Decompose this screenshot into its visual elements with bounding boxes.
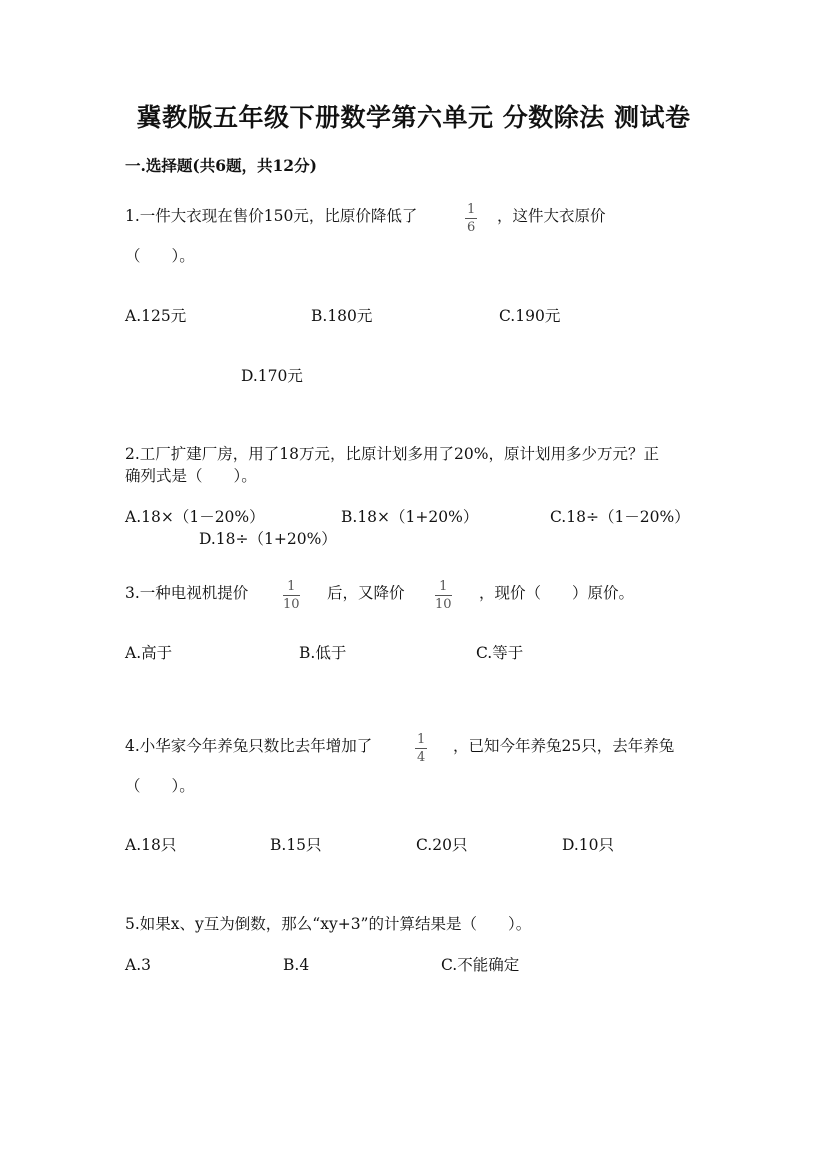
question-3-option-c[interactable]: C.等于 [476, 644, 524, 662]
fraction-denominator: 10 [435, 597, 452, 612]
question-3-stem: 3.一种电视机提价 [125, 584, 249, 602]
question-2-option-d[interactable]: D.18÷（1+20%） [199, 530, 337, 548]
question-4-option-c[interactable]: C.20只 [416, 836, 468, 854]
question-2-option-a[interactable]: A.18×（1－20%） [125, 508, 265, 526]
fraction-denominator: 6 [467, 220, 476, 235]
question-4-answer-blank: （ ）。 [125, 777, 195, 795]
question-3-fraction-1 [283, 580, 300, 611]
question-1-option-c[interactable]: C.190元 [499, 307, 561, 325]
question-4-option-a[interactable]: A.18只 [125, 836, 177, 854]
fraction-numerator: 1 [467, 202, 476, 217]
question-1-stem-continued: ，这件大衣原价 [497, 207, 606, 225]
question-4-option-d[interactable]: D.10只 [562, 836, 615, 854]
question-4-stem: 4.小华家今年养兔只数比去年增加了 [125, 737, 373, 755]
fraction-denominator: 10 [283, 597, 300, 612]
page-title: 冀教版五年级下册数学第六单元 分数除法 测试卷 [136, 103, 691, 132]
question-5-option-a[interactable]: A.3 [125, 956, 151, 974]
question-4-fraction [415, 733, 427, 764]
fraction-numerator: 1 [287, 579, 296, 594]
question-3-option-b[interactable]: B.低于 [299, 644, 347, 662]
question-1-fraction [465, 203, 477, 234]
question-5-option-b[interactable]: B.4 [283, 956, 310, 974]
question-3-option-a[interactable]: A.高于 [125, 644, 173, 662]
question-3-stem-middle: 后，又降价 [327, 584, 405, 602]
question-1-option-a[interactable]: A.125元 [125, 307, 187, 325]
fraction-denominator: 4 [417, 750, 426, 765]
question-4-stem-continued: ，已知今年养兔25只，去年养兔 [453, 737, 675, 755]
question-4-option-b[interactable]: B.15只 [270, 836, 322, 854]
question-2-option-c[interactable]: C.18÷（1－20%） [550, 508, 690, 526]
question-1-option-b[interactable]: B.180元 [311, 307, 373, 325]
question-3-stem-end: ，现价（ ）原价。 [479, 584, 635, 602]
question-1-answer-blank: （ ）。 [125, 247, 195, 265]
fraction-numerator: 1 [439, 579, 448, 594]
section-heading: 一.选择题(共6题，共12分) [125, 156, 317, 175]
question-5-option-c[interactable]: C.不能确定 [441, 956, 520, 974]
question-5-stem: 5.如果x、y互为倒数，那么“xy+3”的计算结果是（ ）。 [125, 915, 532, 933]
question-1-option-d[interactable]: D.170元 [241, 367, 303, 385]
question-3-fraction-2 [435, 580, 452, 611]
question-2-option-b[interactable]: B.18×（1+20%） [341, 508, 479, 526]
question-1-stem: 1.一件大衣现在售价150元，比原价降低了 [125, 207, 418, 225]
question-2-stem: 2.工厂扩建厂房，用了18万元，比原计划多用了20%，原计划用多少万元？正 [125, 445, 659, 463]
fraction-numerator: 1 [417, 732, 426, 747]
question-2-stem-continued: 确列式是（ ）。 [125, 467, 257, 485]
